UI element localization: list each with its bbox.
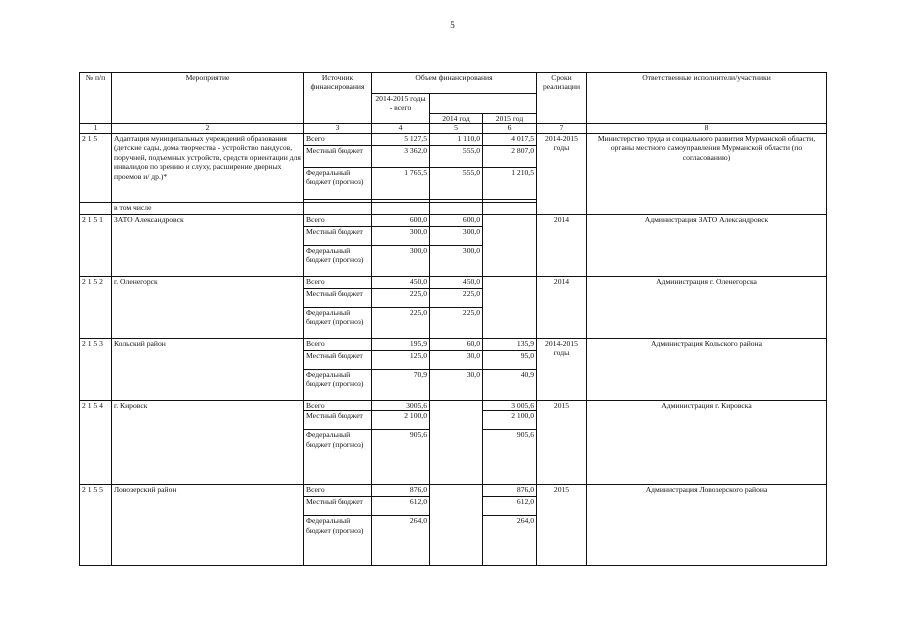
- header-years-gap: [430, 94, 537, 114]
- funding-source: Федеральный бюджет (прогноз): [304, 167, 372, 199]
- amount-2014: 450,0: [430, 276, 483, 288]
- column-index: 8: [587, 124, 827, 133]
- amount-total: 300,0: [372, 226, 430, 245]
- funding-source: Всего: [304, 400, 372, 410]
- amount-total: 600,0: [372, 214, 430, 226]
- item-num: 2 1 5 4: [80, 400, 112, 484]
- amount-total: 195,9: [372, 338, 430, 350]
- header-total: 2014-2015 годы - всего: [372, 94, 430, 124]
- item-responsible: Администрация г. Оленегорска: [587, 276, 827, 338]
- amount-total: [372, 202, 430, 214]
- amount-2014: 60,0: [430, 338, 483, 350]
- amount-2015: [483, 214, 537, 276]
- item-terms: 2014: [537, 276, 587, 338]
- column-index: 1: [80, 124, 112, 133]
- amount-2014: 225,0: [430, 307, 483, 338]
- item-num: 2 1 5 1: [80, 214, 112, 276]
- funding-source: Местный бюджет: [304, 497, 372, 516]
- amount-2014: 555,0: [430, 145, 483, 167]
- item-num: 2 1 5 5: [80, 485, 112, 566]
- column-index-row: [80, 124, 827, 133]
- header-2015: 2015 год: [483, 114, 537, 124]
- amount-total: 876,0: [372, 485, 430, 497]
- funding-source: Федеральный бюджет (прогноз): [304, 245, 372, 276]
- table-row: [80, 485, 827, 497]
- funding-source: Местный бюджет: [304, 411, 372, 430]
- item-name: Ловозерский район: [112, 485, 304, 566]
- amount-2014: [430, 202, 483, 214]
- amount-2014: 600,0: [430, 214, 483, 226]
- financing-table: [79, 72, 827, 566]
- funding-source: Местный бюджет: [304, 350, 372, 369]
- header-funding: Объем финансирования: [372, 73, 537, 94]
- funding-source: Федеральный бюджет (прогноз): [304, 516, 372, 566]
- funding-source: Федеральный бюджет (прогноз): [304, 369, 372, 400]
- table-row: [80, 276, 827, 288]
- amount-total: 3005,6: [372, 400, 430, 410]
- amount-total: 70,9: [372, 369, 430, 400]
- amount-2014: 300,0: [430, 226, 483, 245]
- header-num: № п/п: [80, 73, 112, 124]
- amount-2015: 264,0: [483, 516, 537, 566]
- amount-total: 2 100,0: [372, 411, 430, 430]
- amount-total: 1 765,5: [372, 167, 430, 199]
- funding-source: [304, 202, 372, 214]
- header-action: Мероприятие: [112, 73, 304, 124]
- item-terms: 2014: [537, 214, 587, 276]
- amount-total: 264,0: [372, 516, 430, 566]
- amount-2015: 2 807,0: [483, 145, 537, 167]
- amount-total: 125,0: [372, 350, 430, 369]
- item-terms: 2015: [537, 400, 587, 484]
- table-row: [80, 133, 827, 145]
- item-action: Адаптация муниципальных учреждений образования (детские сады, дома творчества - устройство пандусов, поручней, подъемных устройств, средств ориентации для инвалидов по зрению и слуху, расширение дверных проемов и/ др.)*: [112, 133, 304, 202]
- table-row: [80, 400, 827, 410]
- item-num: 2 1 5 2: [80, 276, 112, 338]
- item-name: Кольский район: [112, 338, 304, 400]
- column-index: 7: [537, 124, 587, 133]
- column-index: 3: [304, 124, 372, 133]
- amount-2014: [430, 485, 483, 566]
- table-row: [80, 338, 827, 350]
- amount-2015: 1 210,5: [483, 167, 537, 199]
- funding-source: Всего: [304, 214, 372, 226]
- item-terms: 2015: [537, 485, 587, 566]
- table-row: [80, 214, 827, 226]
- amount-2014: 30,0: [430, 350, 483, 369]
- amount-2014: 555,0: [430, 167, 483, 199]
- amount-2015: 3 005,6: [483, 400, 537, 410]
- amount-2015: 95,0: [483, 350, 537, 369]
- funding-source: Местный бюджет: [304, 288, 372, 307]
- amount-2015: 876,0: [483, 485, 537, 497]
- amount-2015: 4 017,5: [483, 133, 537, 145]
- including-label: в том числе: [112, 202, 304, 214]
- column-index: 6: [483, 124, 537, 133]
- funding-source: Федеральный бюджет (прогноз): [304, 430, 372, 485]
- column-index: 2: [112, 124, 304, 133]
- amount-2015: [483, 202, 537, 214]
- amount-2015: [483, 276, 537, 338]
- amount-total: 450,0: [372, 276, 430, 288]
- item-name: г. Кировск: [112, 400, 304, 484]
- amount-2015: 2 100,0: [483, 411, 537, 430]
- amount-2014: 1 110,0: [430, 133, 483, 145]
- amount-total: 5 127,5: [372, 133, 430, 145]
- amount-total: 225,0: [372, 288, 430, 307]
- item-name: г. Оленегорск: [112, 276, 304, 338]
- item-terms: 2014-2015 годы: [537, 133, 587, 214]
- column-index: 4: [372, 124, 430, 133]
- item-num: 2 1 5 3: [80, 338, 112, 400]
- amount-total: 225,0: [372, 307, 430, 338]
- funding-source: Местный бюджет: [304, 145, 372, 167]
- amount-2015: 40,9: [483, 369, 537, 400]
- amount-2014: 30,0: [430, 369, 483, 400]
- funding-source: Федеральный бюджет (прогноз): [304, 307, 372, 338]
- funding-source: Всего: [304, 133, 372, 145]
- funding-source: Всего: [304, 276, 372, 288]
- amount-total: 905,6: [372, 430, 430, 485]
- amount-2014: 300,0: [430, 245, 483, 276]
- amount-2015: 905,6: [483, 430, 537, 485]
- amount-total: 3 362,0: [372, 145, 430, 167]
- amount-total: 300,0: [372, 245, 430, 276]
- header-source: Источник финансирования: [304, 73, 372, 124]
- amount-2014: 225,0: [430, 288, 483, 307]
- header-2014: 2014 год: [430, 114, 483, 124]
- funding-source: Местный бюджет: [304, 226, 372, 245]
- item-num: [80, 202, 112, 214]
- column-index: 5: [430, 124, 483, 133]
- item-responsible: Администрация Кольского района: [587, 338, 827, 400]
- funding-source: Всего: [304, 485, 372, 497]
- item-terms: 2014-2015 годы: [537, 338, 587, 400]
- item-num: 2 1 5: [80, 133, 112, 202]
- item-responsible: Администрация Ловозерского района: [587, 485, 827, 566]
- page-number: 5: [450, 20, 455, 30]
- item-name: ЗАТО Александровск: [112, 214, 304, 276]
- item-responsible: Администрация ЗАТО Александровск: [587, 214, 827, 276]
- funding-source: Всего: [304, 338, 372, 350]
- amount-2014: [430, 400, 483, 484]
- amount-2015: 135,9: [483, 338, 537, 350]
- amount-total: 612,0: [372, 497, 430, 516]
- header-responsible: Ответственные исполнители/участники: [587, 73, 827, 124]
- header-terms: Сроки реализации: [537, 73, 587, 124]
- amount-2015: 612,0: [483, 497, 537, 516]
- item-responsible: Администрация г. Кировска: [587, 400, 827, 484]
- item-responsible: Министерство труда и социального развития Мурманской области, органы местного самоуправления Мурманской области (по согласованию): [587, 133, 827, 214]
